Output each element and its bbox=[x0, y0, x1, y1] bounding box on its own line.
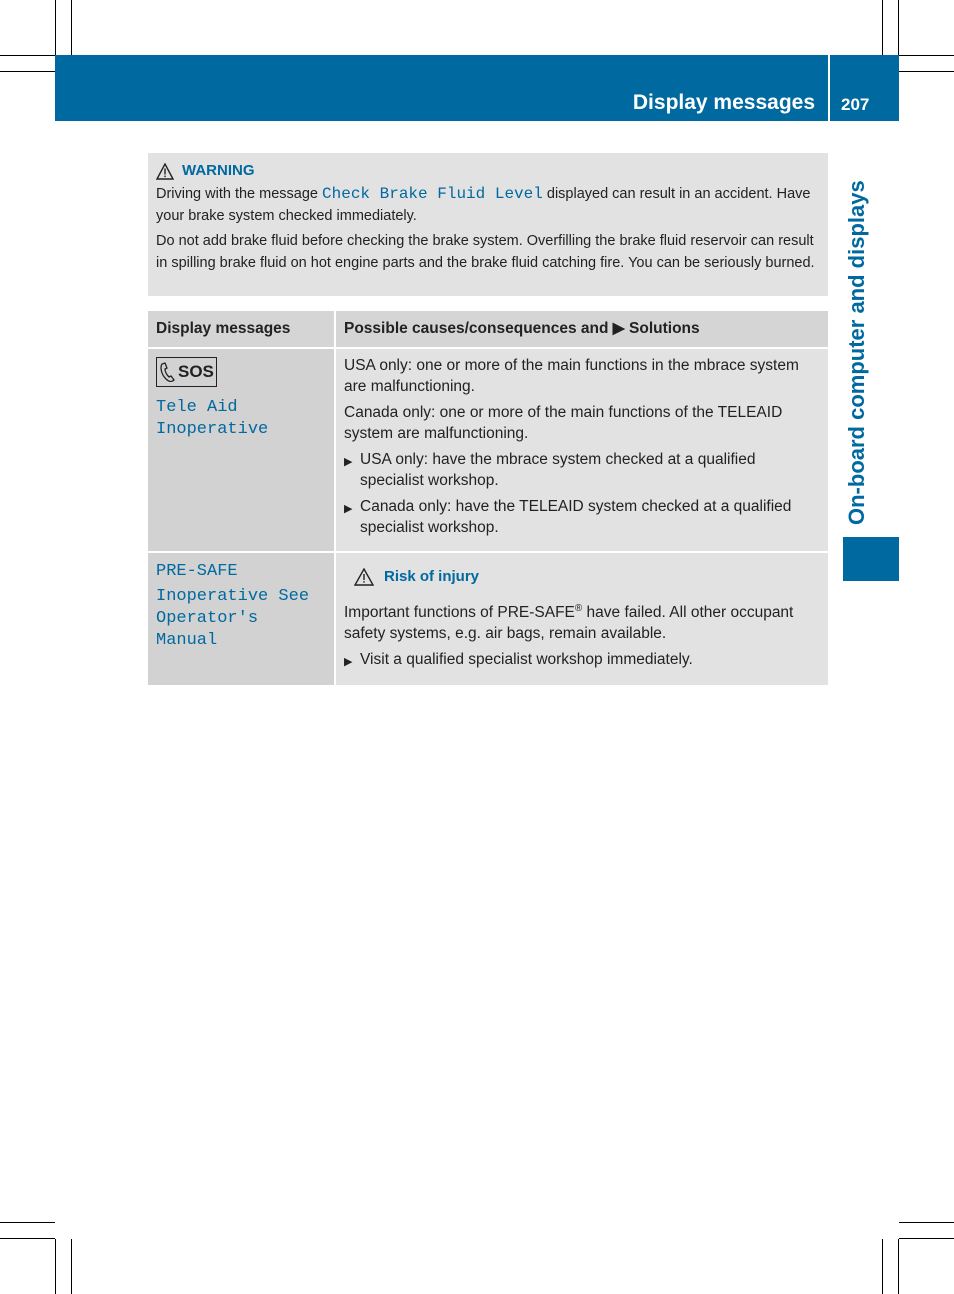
crop-mark bbox=[0, 1222, 55, 1223]
warning-box bbox=[148, 153, 828, 296]
chapter-tab bbox=[843, 170, 871, 525]
display-messages-table bbox=[148, 311, 828, 685]
crop-mark bbox=[882, 1239, 883, 1294]
solution-item bbox=[344, 496, 820, 539]
cause-text-part: have failed. All other occupant safety systems, e.g. air bags, remain available. bbox=[344, 603, 794, 643]
column-header-display-messages: Display messages bbox=[148, 311, 335, 348]
display-message-line: PRE-SAFE bbox=[156, 561, 238, 581]
crop-mark bbox=[71, 0, 72, 55]
phone-icon bbox=[159, 361, 177, 383]
risk-heading bbox=[344, 565, 820, 589]
table-header-row bbox=[148, 311, 828, 348]
warning-heading-text: WARNING bbox=[182, 162, 255, 180]
crop-mark bbox=[0, 71, 55, 72]
warning-paragraph-2: Do not add brake fluid before checking the brake system. Overfilling the brake fluid reservoir can result in spilling brake fluid on hot engine parts and the brake fluid catching fire. You can be seriously burned. bbox=[156, 233, 815, 271]
chapter-tab-marker bbox=[843, 537, 899, 581]
causes-cell bbox=[335, 348, 828, 552]
page-header bbox=[55, 55, 899, 121]
column-header-text: Possible causes/consequences and bbox=[344, 320, 613, 337]
display-message-code: Check Brake Fluid Level bbox=[322, 185, 543, 203]
crop-mark bbox=[55, 1239, 56, 1294]
sos-symbol bbox=[156, 357, 217, 387]
cause-text bbox=[344, 598, 820, 645]
display-message-cell bbox=[148, 348, 335, 552]
warning-text: displayed can result in an accident. Have your brake system checked immediately. bbox=[156, 186, 811, 224]
cause-text: USA only: one or more of the main functions in the mbrace system are malfunctioning. bbox=[344, 356, 799, 395]
column-header-causes bbox=[335, 311, 828, 348]
solution-item bbox=[344, 449, 820, 492]
bullet-arrow-icon: ▶ bbox=[344, 455, 353, 468]
table-row bbox=[148, 552, 828, 686]
solution-text: Visit a qualified specialist workshop immediately. bbox=[360, 650, 693, 668]
cause-text: Canada only: one or more of the main functions of the TELEAID system are malfunctioning. bbox=[344, 403, 783, 442]
causes-cell bbox=[335, 552, 828, 686]
warning-text: Driving with the message bbox=[156, 186, 323, 202]
page-number: 207 bbox=[841, 95, 870, 114]
bullet-arrow-icon: ▶ bbox=[344, 502, 353, 515]
solution-text: Canada only: have the TELEAID system checked at a qualified specialist workshop. bbox=[360, 497, 792, 536]
solution-arrow-icon: ▶ bbox=[612, 320, 625, 337]
warning-triangle-icon bbox=[156, 163, 174, 180]
crop-mark bbox=[0, 1238, 55, 1239]
crop-mark bbox=[899, 71, 954, 72]
cause-text-part: Important functions of PRE-SAFE bbox=[344, 603, 575, 621]
page-title: Display messages bbox=[632, 91, 815, 114]
display-message-cell bbox=[148, 552, 335, 686]
warning-heading bbox=[156, 158, 820, 184]
bullet-arrow-icon: ▶ bbox=[344, 655, 353, 668]
display-message-line: Inoperative bbox=[156, 419, 269, 439]
warning-paragraph-1 bbox=[156, 184, 820, 227]
header-divider bbox=[828, 55, 830, 121]
crop-mark bbox=[899, 55, 954, 56]
solution-text: USA only: have the mbrace system checked at a qualified specialist workshop. bbox=[360, 450, 756, 489]
crop-mark bbox=[71, 1239, 72, 1294]
crop-mark bbox=[55, 0, 56, 55]
display-message-line: Inoperative See bbox=[156, 586, 310, 606]
crop-mark bbox=[898, 1239, 899, 1294]
registered-mark: ® bbox=[574, 602, 583, 614]
display-message-line: Operator's Manual bbox=[156, 608, 259, 650]
table-row bbox=[148, 348, 828, 552]
crop-mark bbox=[899, 1238, 954, 1239]
sos-label: SOS bbox=[178, 361, 214, 381]
solution-item bbox=[344, 649, 820, 674]
warning-triangle-icon bbox=[354, 568, 374, 586]
column-header-text: Solutions bbox=[624, 320, 700, 337]
chapter-tab-label: On-board computer and displays bbox=[844, 180, 869, 525]
crop-mark bbox=[0, 55, 55, 56]
risk-heading-text: Risk of injury bbox=[384, 567, 480, 585]
display-message-line: Tele Aid bbox=[156, 397, 238, 417]
crop-mark bbox=[882, 0, 883, 55]
crop-mark bbox=[898, 0, 899, 55]
crop-mark bbox=[899, 1222, 954, 1223]
